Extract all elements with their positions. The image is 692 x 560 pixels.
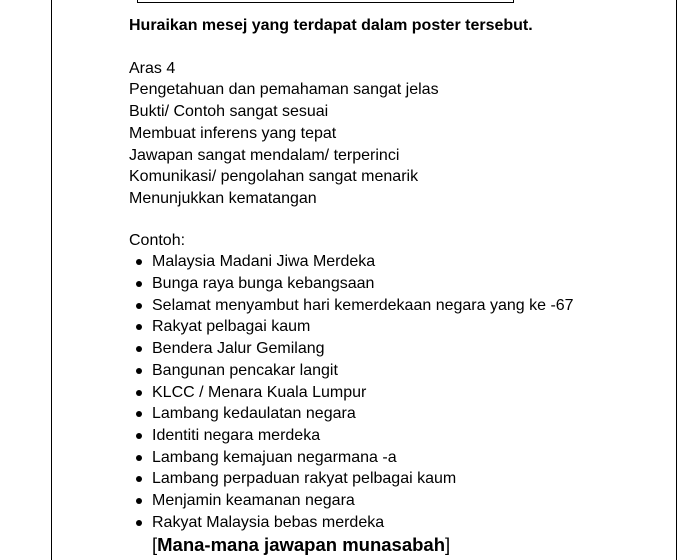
answer-note [152, 533, 669, 557]
examples-title: Contoh: [129, 231, 186, 249]
level-title: Aras 4 [129, 59, 176, 77]
note-bracket-close: ] [445, 534, 451, 556]
poster-frame-bottom [137, 0, 514, 3]
page-border-right [676, 0, 677, 560]
list-item: Lambang kedaulatan negara [129, 403, 669, 425]
list-item: Rakyat Malaysia bebas merdeka [129, 512, 669, 534]
list-item: Bendera Jalur Gemilang [129, 338, 669, 360]
list-item: Identiti negara merdeka [129, 425, 669, 447]
list-item: Lambang perpaduan rakyat pelbagai kaum [129, 468, 669, 490]
spacer [129, 210, 669, 230]
criterion: Pengetahuan dan pemahaman sangat jelas [129, 81, 439, 99]
level-block [129, 58, 669, 210]
question-text: Huraikan mesej yang terdapat dalam poster tersebut. [129, 17, 533, 34]
criterion: Jawapan sangat mendalam/ terperinci [129, 146, 400, 164]
page-border-left [51, 0, 52, 560]
examples-list [129, 251, 669, 533]
note-text: Mana-mana jawapan munasabah [157, 534, 446, 556]
criterion: Komunikasi/ pengolahan sangat menarik [129, 168, 419, 186]
list-item: Menjamin keamanan negara [129, 490, 669, 512]
list-item: KLCC / Menara Kuala Lumpur [129, 382, 669, 404]
list-item: Bangunan pencakar langit [129, 360, 669, 382]
examples-block [129, 230, 669, 558]
answer-scheme [129, 15, 669, 557]
list-item: Lambang kemajuan negarmana -a [129, 447, 669, 469]
note-bracket-open: [ [152, 534, 158, 556]
list-item: Malaysia Madani Jiwa Merdeka [129, 251, 669, 273]
list-item: Rakyat pelbagai kaum [129, 316, 669, 338]
list-item: Bunga raya bunga kebangsaan [129, 273, 669, 295]
criterion: Menunjukkan kematangan [129, 189, 317, 207]
criterion: Bukti/ Contoh sangat sesuai [129, 103, 329, 121]
criterion: Membuat inferens yang tepat [129, 124, 337, 142]
list-item: Selamat menyambut hari kemerdekaan negara yang ke -67 [129, 295, 669, 317]
